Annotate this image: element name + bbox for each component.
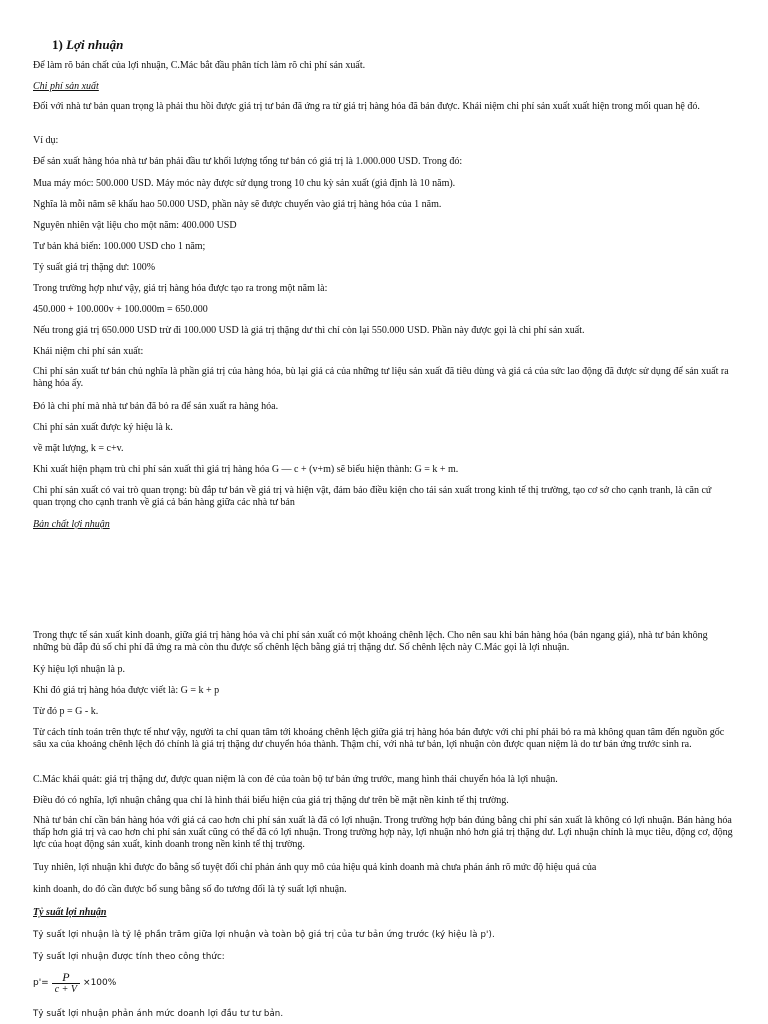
profit-rate-formula [33, 968, 116, 998]
paragraph: Chi phí sản xuất được ký hiệu là k. [33, 422, 173, 433]
paragraph: Đó là chi phí mà nhà tư bản đã bỏ ra để sản xuất ra hàng hóa. [33, 401, 279, 412]
paragraph: Từ cách tính toán trên thực tế như vậy, người ta chỉ quan tâm tới khoảng chênh lệch giữa giá trị hàng hóa bán được với chi phí phải bỏ ra mà không quan tâm đến nguồn gốc sâu xa của khoảng chênh lệch đó chính là giá trị thặng dư chuyển hóa thành. Thậm chí, với nhà tư bản, lợi nhuận còn được quan niệm là do tư bản ứng trước sinh ra. [33, 727, 725, 750]
paragraph: Mua máy móc: 500.000 USD. Máy móc này được sử dụng trong 10 chu kỳ sản xuất (giả định là 10 năm). [33, 178, 456, 189]
paragraph: Để làm rõ bản chất của lợi nhuận, C.Mác bắt đầu phân tích làm rõ chi phí sản xuất. [33, 60, 366, 71]
paragraph: Tuy nhiên, lợi nhuận khi được đo bằng số tuyệt đối chỉ phản ánh quy mô của hiệu quả kinh doanh mà chưa phản ánh rõ mức độ hiệu quả của [33, 862, 597, 873]
subheading-ty-suat-loi-nhuan: Tỷ suất lợi nhuận [33, 907, 107, 918]
paragraph: Trong thực tế sản xuất kinh doanh, giữa giá trị hàng hóa và chi phí sản xuất có một khoảng chênh lệch. Cho nên sau khi bán hàng hóa (bán ngang giá), nhà tư bản không những bù đắp đủ số chi phí đã ứng ra mà còn thu được số chênh lệch bằng giá trị thặng dư. Số chênh lệch này C.Mác gọi là lợi nhuận. [33, 630, 708, 653]
paragraph: Tư bản khả biến: 100.000 USD cho 1 năm; [33, 241, 206, 252]
subheading-chi-phi-san-xuat: Chi phí sản xuất [33, 81, 99, 92]
paragraph: Để sản xuất hàng hóa nhà tư bản phải đầu tư khối lượng tổng tư bản có giá trị là 1.000.000 USD. Trong đó: [33, 156, 463, 167]
formula-lhs: p'= [33, 978, 49, 988]
paragraph: Ký hiệu lợi nhuận là p. [33, 664, 125, 675]
formula-numerator: P [62, 969, 70, 984]
paragraph: Nghĩa là mỗi năm sẽ khấu hao 50.000 USD, phần này sẽ được chuyển vào giá trị hàng hóa của 1 năm. [33, 199, 442, 210]
formula-fraction [52, 971, 80, 996]
equation-line: 450.000 + 100.000v + 100.000m = 650.000 [33, 304, 208, 315]
formula-denominator: c + V [54, 983, 78, 995]
paragraph: C.Mác khái quát: giá trị thặng dư, được quan niệm là con đẻ của toàn bộ tư bản ứng trước, mang hình thái chuyển hóa là lợi nhuận. [33, 774, 558, 785]
paragraph: Trong trường hợp như vậy, giá trị hàng hóa được tạo ra trong một năm là: [33, 283, 328, 294]
paragraph: Khi xuất hiện phạm trù chi phí sản xuất thì giá trị hàng hóa G — c + (v+m) sẽ biểu hiện thành: G = k + m. [33, 464, 459, 475]
paragraph: Nguyên nhiên vật liệu cho một năm: 400.000 USD [33, 220, 237, 231]
paragraph: Khái niệm chi phí sản xuất: [33, 346, 144, 357]
paragraph: Nếu trong giá trị 650.000 USD trừ đi 100.000 USD là giá trị thặng dư thì chỉ còn lại 550.000 USD. Phần này được gọi là chi phí sản xuất. [33, 325, 585, 336]
section-number: 1) [52, 37, 63, 52]
paragraph: Ví dụ: [33, 135, 59, 146]
paragraph: về mặt lượng, k = c+v. [33, 443, 124, 454]
paragraph: Chi phí sản xuất có vai trò quan trọng: bù đắp tư bản về giá trị và hiện vật, đảm bảo điều kiện cho tái sản xuất trong kinh tế thị trường, tạo cơ sở cho cạnh tranh, là căn cứ quan trọng cho cạnh tranh về giá cả bán hàng giữa các nhà tư bản [33, 485, 712, 508]
paragraph: Khi đó giá trị hàng hóa được viết là: G = k + p [33, 685, 220, 696]
paragraph: Tỷ suất lợi nhuận được tính theo công thức: [33, 952, 225, 962]
subheading-ban-chat-loi-nhuan: Bản chất lợi nhuận [33, 519, 110, 530]
paragraph: Tỷ suất lợi nhuận là tỷ lệ phần trăm giữa lợi nhuận và toàn bộ giá trị của tư bản ứng trước (ký hiệu là p'). [33, 930, 495, 940]
formula-rhs: ×100% [83, 978, 117, 988]
paragraph: Nhà tư bản chỉ cần bán hàng hóa với giá cả cao hơn chi phí sản xuất là đã có lợi nhuận. Trong trường hợp bán đúng bằng chi phí sản xuất là không có lợi nhuận. Bán hàng hóa thấp hơn giá trị và cao hơn chi phí sản xuất cũng có thể đã có lợi nhuận. Trong trường hợp này, lợi nhuận nhỏ hơn giá trị thặng dư. Lợi nhuận chính là mục tiêu, động cơ, động lực của hoạt động sản xuất, kinh doanh trong nền kinh tế thị trường. [33, 815, 733, 850]
section-title: Lợi nhuận [66, 37, 124, 52]
paragraph: Chi phí sản xuất tư bản chủ nghĩa là phần giá trị của hàng hóa, bù lại giá cả của những tư liệu sản xuất đã tiêu dùng và giá cả của sức lao động đã được sử dụng để sản xuất ra hàng hóa ấy. [33, 366, 729, 389]
paragraph: Tỷ suất giá trị thặng dư: 100% [33, 262, 156, 273]
paragraph: Tỷ suất lợi nhuận phản ánh mức doanh lợi đầu tư tư bản. [33, 1009, 284, 1019]
paragraph: Đối với nhà tư bản quan trọng là phải thu hồi được giá trị tư bản đã ứng ra từ giá trị hàng hóa đã bán được. Khái niệm chi phí sản xuất xuất hiện trong mối quan hệ đó. [33, 101, 700, 112]
paragraph: kinh doanh, do đó cần được bổ sung bằng số đo tương đối là tỷ suất lợi nhuận. [33, 884, 347, 895]
section-heading [52, 37, 752, 52]
paragraph: Điều đó có nghĩa, lợi nhuận chẳng qua chỉ là hình thái biểu hiện của giá trị thặng dư trên bề mặt nền kinh tế thị trường. [33, 795, 509, 806]
paragraph: Từ đó p = G - k. [33, 706, 99, 717]
